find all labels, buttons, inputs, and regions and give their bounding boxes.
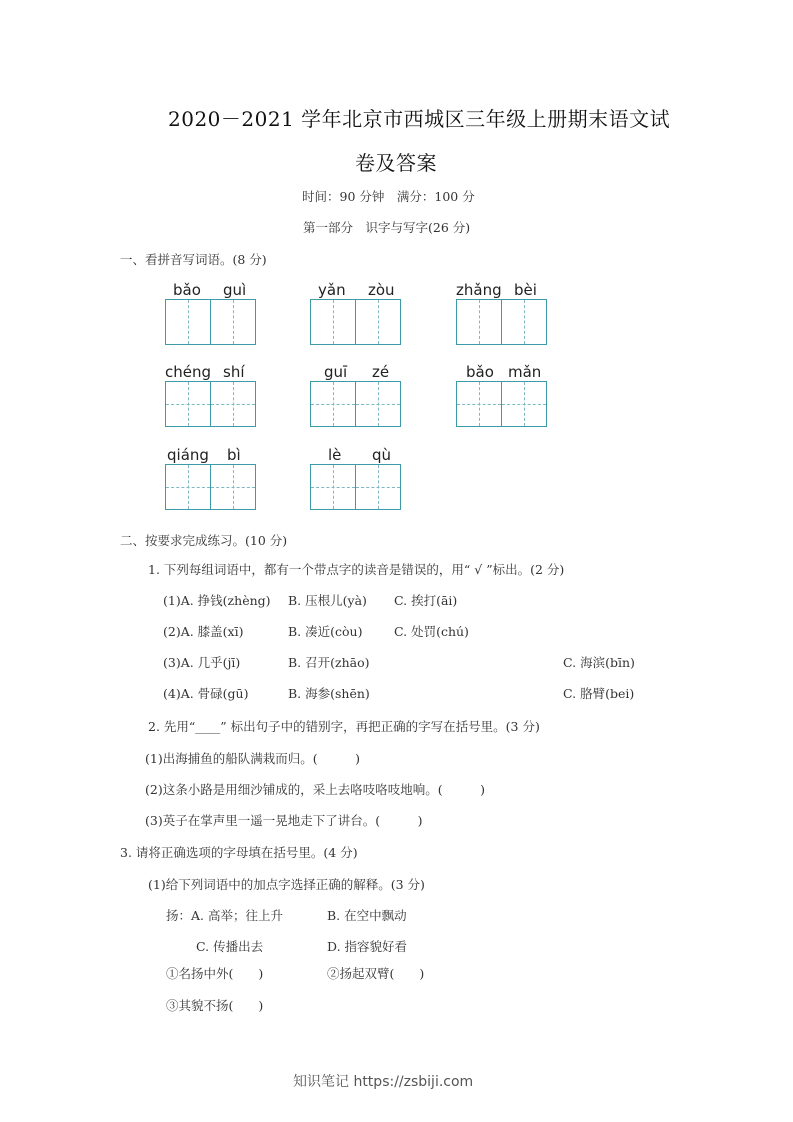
q1-row3-b[interactable]: B. 召开(zhāo) [288,655,370,670]
q1-row4-b[interactable]: B. 海参(shēn) [288,686,370,701]
q2-item-3[interactable]: (3)英子在掌声里一遥一晃地走下了讲台。( ) [145,813,423,828]
definition-b: B. 在空中飘动 [327,908,407,923]
pinyin-1: bǎo [173,281,201,299]
pinyin-1: chéng [165,363,212,381]
q3-prompt: 3. 请将正确选项的字母填在括号里。(4 分) [120,845,358,860]
q2-prompt: 2. 先用“____” 标出句子中的错别字，再把正确的字写在括号里。(3 分) [148,719,540,734]
q1-row1-a[interactable]: (1)A. 挣钱(zhèng) [163,593,271,608]
writing-cell[interactable] [310,299,356,345]
q1-row2-c[interactable]: C. 处罚(chú) [394,624,469,639]
q1-row1-c[interactable]: C. 挨打(āi) [394,593,458,608]
writing-cell[interactable] [502,381,547,427]
pinyin-1: qiáng [167,446,209,464]
definition-a: 扬：A. 高举；往上升 [166,908,283,923]
q3-item-1[interactable]: ①名扬中外( ) [166,966,264,981]
q1-row4-c[interactable]: C. 胳臂(bei) [563,686,635,701]
pinyin-2: bèi [514,281,537,299]
writing-cell[interactable] [211,299,256,345]
document-title-line1: 2020－2021 学年北京市西城区三年级上册期末语文试 [168,107,671,131]
pinyin-1: lè [328,446,342,464]
writing-cell[interactable] [310,381,356,427]
pinyin-1: zhǎng [456,281,502,299]
pinyin-1: guī [324,363,348,381]
pinyin-2: guì [223,281,247,299]
writing-cell[interactable] [356,299,401,345]
q1-row3-a[interactable]: (3)A. 几乎(jī) [163,655,241,670]
q1-row3-c[interactable]: C. 海滨(bīn) [563,655,635,670]
q1-row2-b[interactable]: B. 凑近(còu) [288,624,363,639]
writing-cell[interactable] [165,464,211,510]
writing-cell[interactable] [356,464,401,510]
q1-row1-b[interactable]: B. 压根儿(yà) [288,593,367,608]
writing-cell[interactable] [356,381,401,427]
definition-d: D. 指容貌好看 [327,939,408,954]
q3-sub1-prompt: (1)给下列词语中的加点字选择正确的解释。(3 分) [148,877,425,892]
watermark: 知识笔记 https://zsbiji.com [293,1074,474,1090]
part-heading: 第一部分 识字与写字(26 分) [303,220,471,235]
pinyin-2: zòu [368,281,395,299]
q2-item-2[interactable]: (2)这条小路是用细沙铺成的，采上去咯吱咯吱地响。( ) [145,782,485,797]
writing-cell[interactable] [165,299,211,345]
pinyin-2: bì [227,446,241,464]
pinyin-2: shí [223,363,245,381]
writing-cell[interactable] [456,381,502,427]
q1-prompt: 1. 下列每组词语中，都有一个带点字的读音是错误的，用“ √ ”标出。(2 分) [148,562,565,577]
section1-heading: 一、看拼音写词语。(8 分) [120,252,267,267]
pinyin-2: mǎn [508,363,542,381]
q3-item-2[interactable]: ②扬起双臂( ) [327,966,425,981]
q3-item-3[interactable]: ③其貌不扬( ) [166,998,264,1013]
pinyin-1: bǎo [466,363,494,381]
writing-cell[interactable] [456,299,502,345]
q1-row4-a[interactable]: (4)A. 骨碌(gū) [163,686,249,701]
q1-row2-a[interactable]: (2)A. 膝盖(xī) [163,624,244,639]
document-title-line2: 卷及答案 [355,151,437,175]
pinyin-1: yǎn [318,281,346,299]
pinyin-2: qù [372,446,392,464]
writing-cell[interactable] [310,464,356,510]
pinyin-2: zé [372,363,390,381]
writing-cell[interactable] [211,381,256,427]
q2-item-1[interactable]: (1)出海捕鱼的船队满栽而归。( ) [145,751,360,766]
writing-cell[interactable] [502,299,547,345]
exam-meta: 时间：90 分钟 满分：100 分 [302,189,475,204]
section2-heading: 二、按要求完成练习。(10 分) [120,533,288,548]
writing-cell[interactable] [165,381,211,427]
definition-c: C. 传播出去 [196,939,264,954]
writing-cell[interactable] [211,464,256,510]
